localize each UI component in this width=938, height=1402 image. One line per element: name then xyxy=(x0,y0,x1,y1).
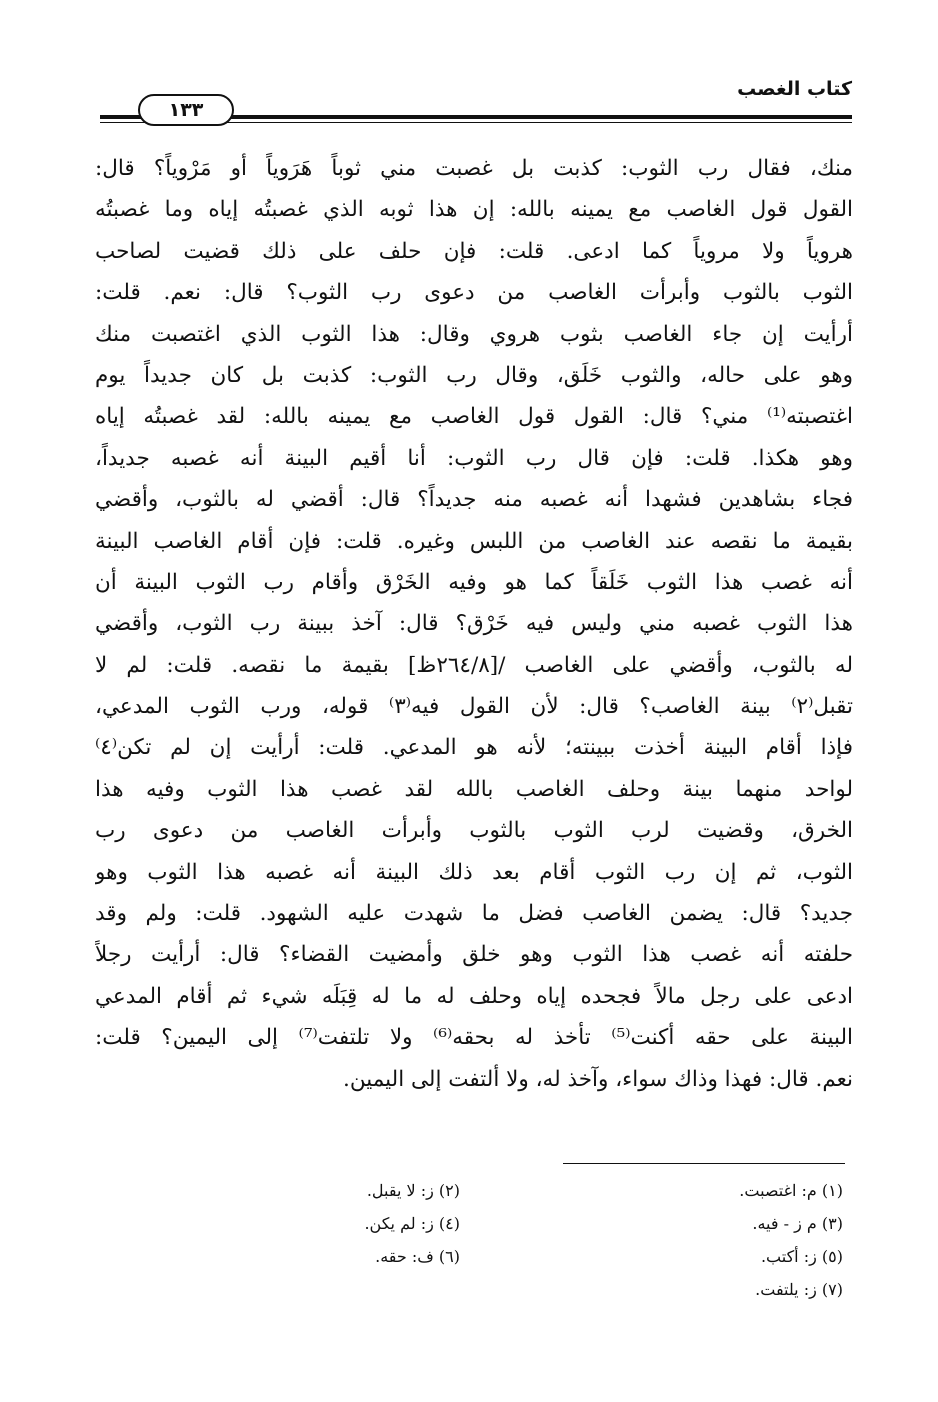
text-line: البينة على حقه أكنت⁽⁵⁾ تأخذ له بحقه⁽⁶⁾ ولا تلتفت⁽⁷⁾ إلى اليمين؟ قلت: xyxy=(95,1025,853,1051)
page-header xyxy=(100,74,852,130)
text-line: الخرق، وقضيت لرب الثوب بالثوب وأبرأت الغاصب من دعوى رب xyxy=(95,818,853,844)
footnote-5: (٥) ز: أكتب. xyxy=(760,1247,843,1266)
footnote-2: (٢) ز: لا يقبل. xyxy=(366,1181,460,1200)
footnote-1: (١) م: اغتصبت. xyxy=(739,1181,843,1200)
text-line: لواحد منهما بينة وحلف الغاصب بالله لقد غصب هذا الثوب وفيه هذا xyxy=(95,776,853,802)
running-title: كتاب الغصب xyxy=(737,78,852,100)
footnote-separator xyxy=(563,1163,845,1164)
footnote-3: (٣) م ز - فيه. xyxy=(752,1214,843,1233)
footnote-7: (٧) ز: يلتفت. xyxy=(755,1280,843,1299)
text-line: فجاء بشاهدين فشهدا أنه غصبه منه جديداً؟ قال: أقضي له بالثوب، وأقضي xyxy=(95,487,853,513)
text-line: له بالثوب، وأقضي على الغاصب /[٢٦٤/٨ظ] بقيمة ما نقصه. قلت: لم لا xyxy=(95,652,853,678)
main-text xyxy=(95,148,853,1100)
text-line: القول قول الغاصب مع يمينه بالله: إن هذا ثوبه الذي غصبتُه إياه وما غصبتُه xyxy=(95,197,853,223)
footnote-6: (٦) ف: حقه. xyxy=(375,1247,460,1266)
text-line: اغتصبته⁽¹⁾ مني؟ قال: القول قول الغاصب مع يمينه بالله: لقد غصبتُه إياه xyxy=(95,404,853,430)
text-line: الثوب، ثم إن رب الثوب أقام بعد ذلك البينة أنه غصبه هذا الثوب وهو xyxy=(95,859,853,885)
footnote-4: (٤) ز: لم يكن. xyxy=(364,1214,460,1233)
text-line: جديد؟ قال: يضمن الغاصب فضل ما شهدت عليه الشهود. قلت: ولم وقد xyxy=(95,901,853,927)
text-line: بقيمة ما نقصه عند الغاصب من اللبس وغيره. قلت: فإن أقام الغاصب البينة xyxy=(95,528,853,554)
text-line: أرأيت إن جاء الغاصب بثوب هروي وقال: هذا الثوب الذي اغتصبت منك xyxy=(95,321,853,347)
text-line: أنه غصب هذا الثوب خَلَقاً كما هو وفيه الخَرْق وأقام رب الثوب البينة أن xyxy=(95,569,853,595)
text-line: فإذا أقام البينة أخذت ببينته؛ لأنه هو المدعي. قلت: أرأيت إن لم تكن⁽٤⁾ xyxy=(95,735,853,761)
text-line: حلفته أنه غصب هذا الثوب وهو خلق وأمضيت القضاء؟ قال: أرأيت رجلاً xyxy=(95,942,853,968)
text-line-last: نعم. قال: فهذا وذاك سواء، وآخذ له، ولا ألتفت إلى اليمين. xyxy=(343,1066,853,1092)
text-line: ادعى على رجل مالاً فجحده إياه وحلف له ما له قِبَلَه شيء ثم أقام المدعي xyxy=(95,983,853,1009)
text-line: تقبل⁽٢⁾ بينة الغاصب؟ قال: لأن القول فيه⁽٣⁾ قوله، ورب الثوب المدعي، xyxy=(95,694,853,720)
page-number-badge: ١٣٣ xyxy=(138,94,234,126)
text-line: هروياً ولا مروياً كما ادعى. قلت: فإن حلف على ذلك قضيت لصاحب xyxy=(95,238,853,264)
text-line: الثوب بالثوب وأبرأت الغاصب من دعوى رب الثوب؟ قال: نعم. قلت: xyxy=(95,280,853,306)
text-line: هذا الثوب غصبه مني وليس فيه خَرْق؟ قال: آخذ ببينة رب الثوب، وأقضي xyxy=(95,611,853,637)
text-line: منك، فقال رب الثوب: كذبت بل غصبت مني ثوباً هَرَوياً أو مَرْوياً؟ قال: xyxy=(95,156,853,181)
text-line: وهو هكذا. قلت: فإن قال رب الثوب: أنا أقيم البينة أنه غصبه جديداً، xyxy=(95,445,853,471)
text-line: وهو على حاله، والثوب خَلَق، وقال رب الثوب: كذبت بل كان جديداً يوم xyxy=(95,362,853,388)
